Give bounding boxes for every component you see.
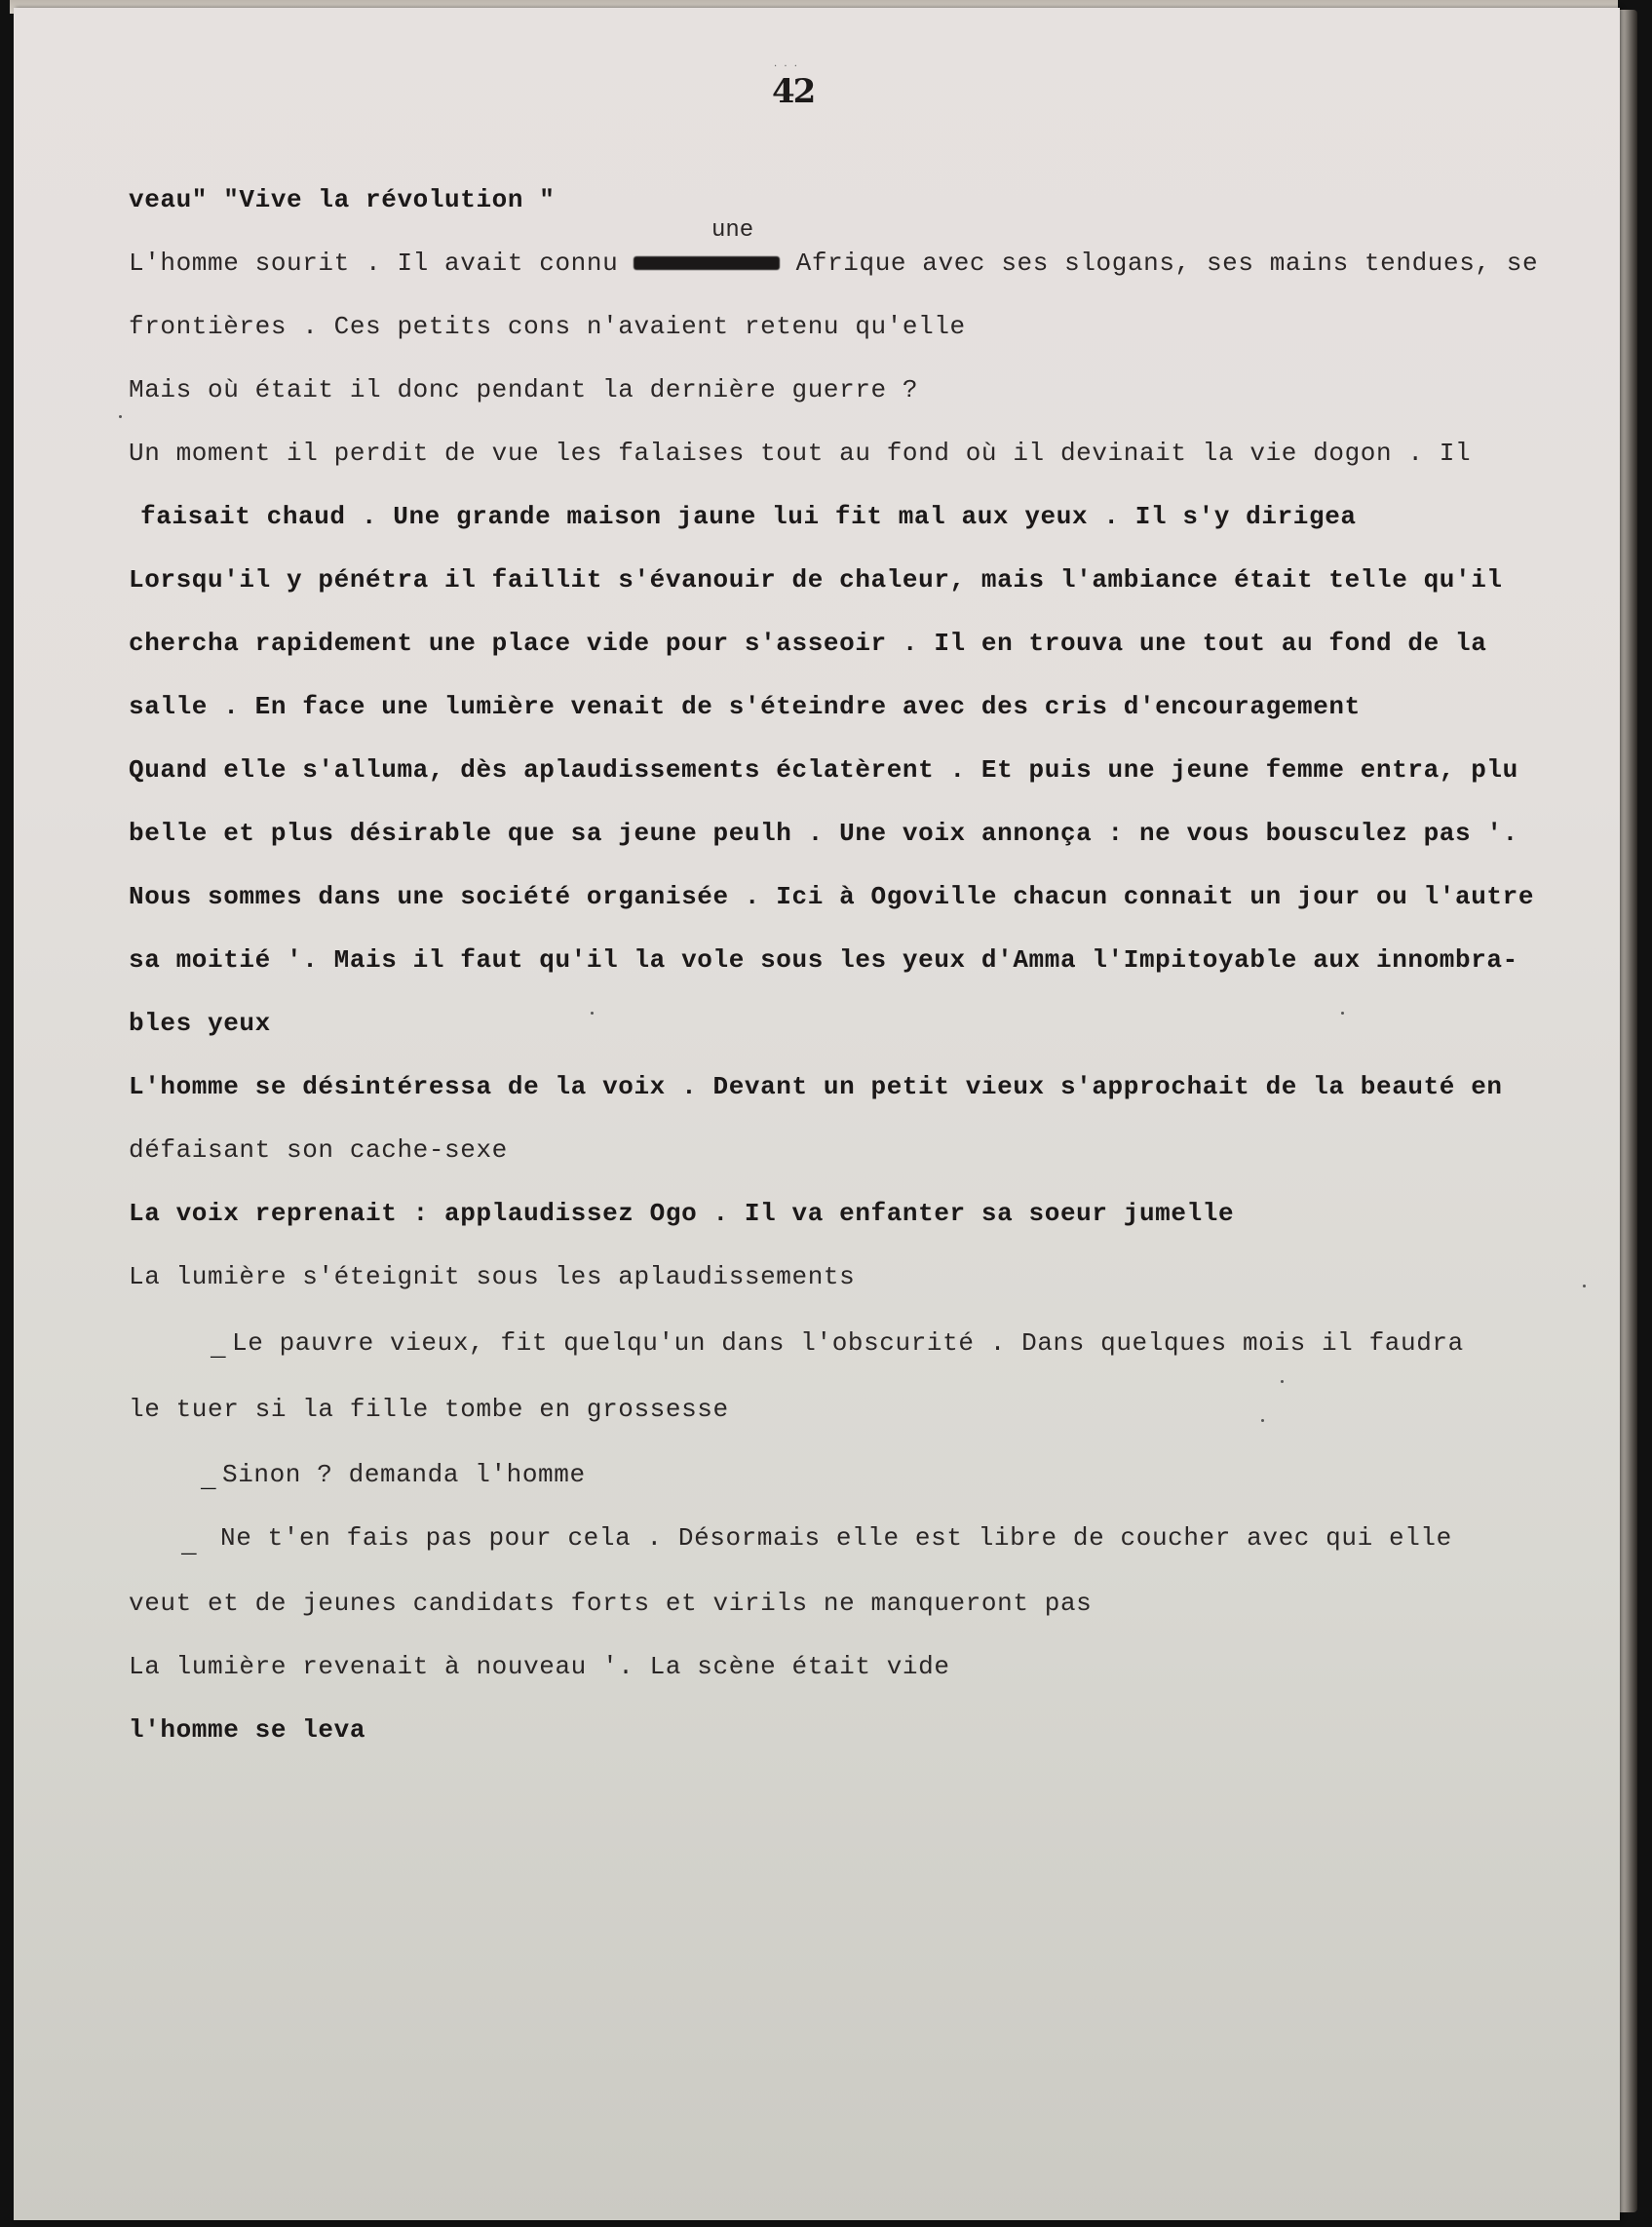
page-number-value: 42 bbox=[772, 72, 815, 111]
dialogue-dash: _ bbox=[201, 1465, 216, 1494]
text-line-23: veut et de jeunes candidats forts et virils ne manqueront pas bbox=[129, 1589, 1093, 1618]
dialogue-dash: _ bbox=[211, 1333, 226, 1363]
text-line-11: belle et plus désirable que sa jeune peulh . Une voix annonça : ne vous bousculez pas '. bbox=[129, 819, 1518, 848]
ink-speck bbox=[119, 415, 122, 418]
text-line-22: Ne t'en fais pas pour cela . Désormais elle est libre de coucher avec qui elle bbox=[220, 1523, 1452, 1553]
text-line-13: sa moitié '. Mais il faut qu'il la vole sous les yeux d'Amma l'Impitoyable aux innombra- bbox=[129, 945, 1518, 975]
text-line-3: frontières . Ces petits cons n'avaient retenu qu'elle bbox=[129, 312, 966, 341]
text-line-14: bles yeux bbox=[129, 1009, 271, 1038]
typewritten-page bbox=[14, 8, 1620, 2220]
text-line-9: salle . En face une lumière venait de s'éteindre avec des cris d'encouragement bbox=[129, 692, 1361, 721]
text-line-2-after: Afrique avec ses slogans, ses mains tendues, se bbox=[780, 249, 1539, 278]
text-line-8: chercha rapidement une place vide pour s'asseoir . Il en trouva une tout au fond de la bbox=[129, 629, 1487, 658]
text-line-1: veau" "Vive la révolution " bbox=[129, 185, 556, 214]
text-line-24: La lumière revenait à nouveau '. La scène était vide bbox=[129, 1652, 950, 1681]
page-number-tick-marks: . . . bbox=[774, 58, 799, 69]
text-line-19: Le pauvre vieux, fit quelqu'un dans l'obscurité . Dans quelques mois il faudra bbox=[232, 1328, 1464, 1358]
text-line-6: faisait chaud . Une grande maison jaune lui fit mal aux yeux . Il s'y dirigea bbox=[140, 502, 1357, 531]
text-line-2-before: L'homme sourit . Il avait connu bbox=[129, 249, 634, 278]
text-line-17: La voix reprenait : applaudissez Ogo . Il va enfanter sa soeur jumelle bbox=[129, 1199, 1235, 1228]
ink-speck bbox=[1341, 1012, 1344, 1015]
text-line-4: Mais où était il donc pendant la dernière guerre ? bbox=[129, 375, 919, 404]
ink-speck bbox=[1281, 1380, 1284, 1383]
text-line-20: le tuer si la fille tombe en grossesse bbox=[129, 1395, 729, 1424]
ink-speck bbox=[1583, 1285, 1586, 1287]
text-line-2 bbox=[129, 249, 1538, 278]
text-line-25: l'homme se leva bbox=[129, 1715, 366, 1745]
text-line-12: Nous sommes dans une société organisée . Ici à Ogoville chacun connait un jour ou l'autre bbox=[129, 882, 1535, 911]
dialogue-dash: _ bbox=[181, 1530, 197, 1559]
text-line-16: défaisant son cache-sexe bbox=[129, 1135, 508, 1165]
ink-speck bbox=[591, 1012, 594, 1015]
page-number bbox=[772, 58, 815, 111]
text-line-21: Sinon ? demanda l'homme bbox=[222, 1460, 586, 1489]
text-line-15: L'homme se désintéressa de la voix . Devant un petit vieux s'approchait de la beauté en bbox=[129, 1072, 1503, 1101]
text-line-18: La lumière s'éteignit sous les aplaudissements bbox=[129, 1262, 856, 1291]
struck-out-word bbox=[634, 256, 780, 270]
ink-speck bbox=[1261, 1419, 1264, 1422]
handwritten-insertion: une bbox=[711, 217, 754, 244]
text-line-7: Lorsqu'il y pénétra il faillit s'évanouir de chaleur, mais l'ambiance était telle qu'il bbox=[129, 565, 1503, 595]
text-line-10: Quand elle s'alluma, dès aplaudissements éclatèrent . Et puis une jeune femme entra, plu bbox=[129, 755, 1518, 785]
text-line-5: Un moment il perdit de vue les falaises tout au fond où il devinait la vie dogon . Il bbox=[129, 439, 1472, 468]
